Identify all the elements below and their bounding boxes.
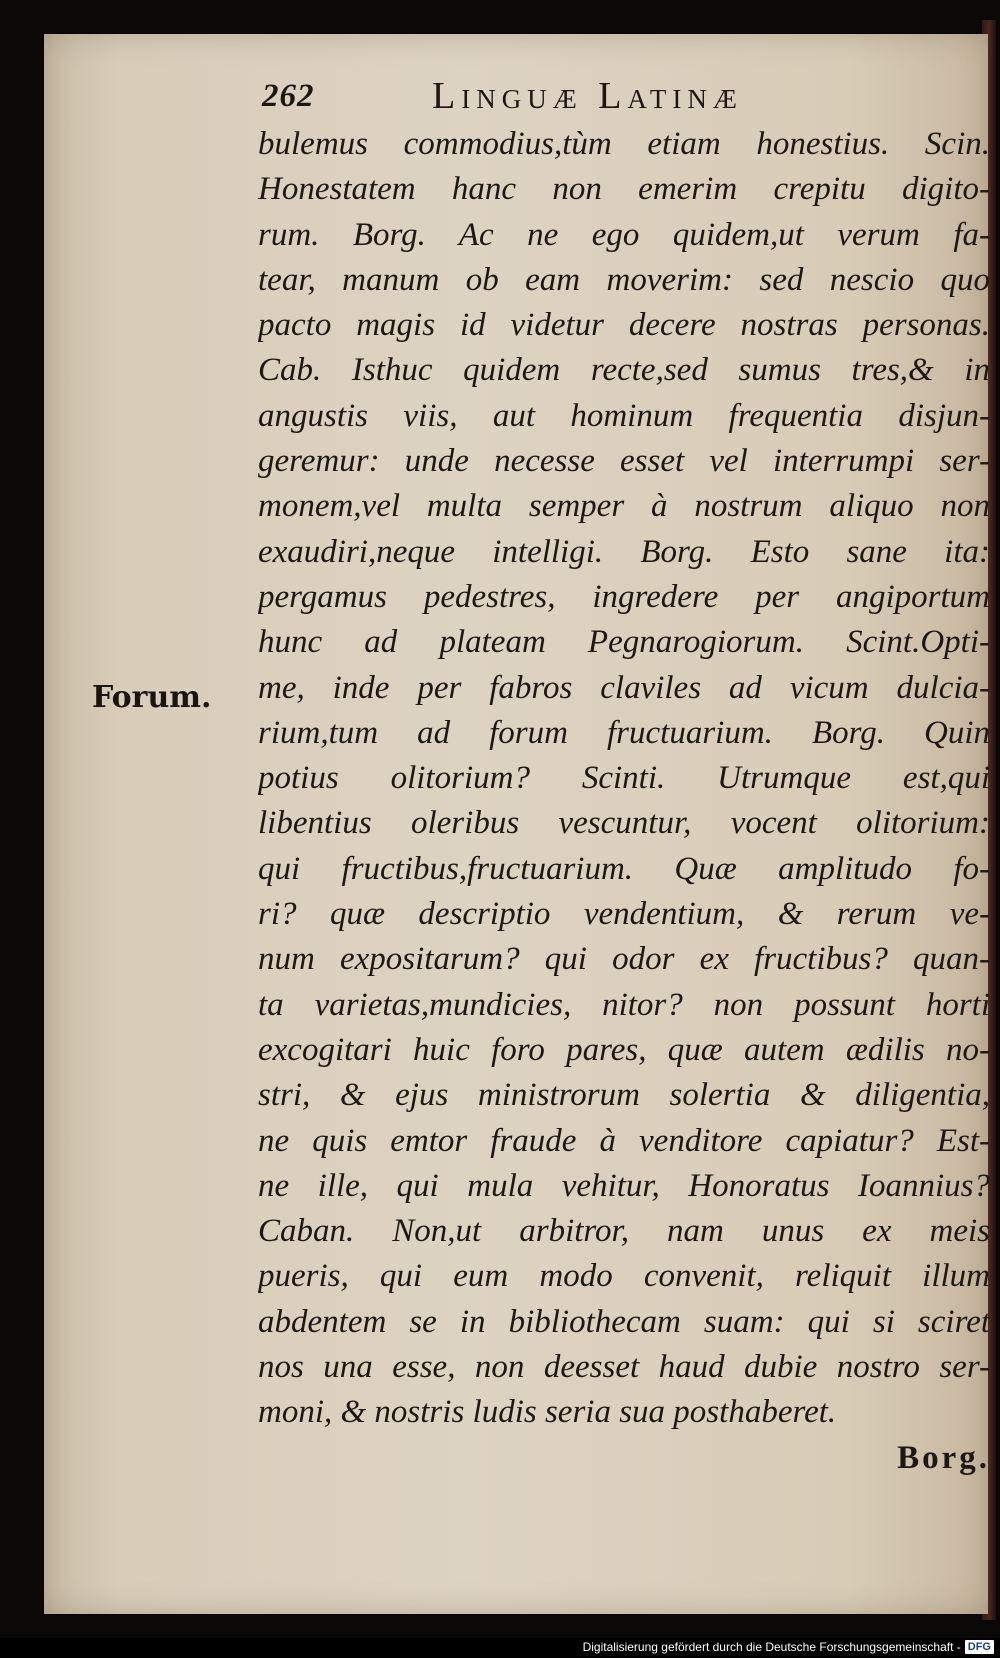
text-line: qui fructibus,fructuarium. Quæ amplitudo fo- bbox=[258, 850, 990, 887]
text-line: stri, & ejus ministrorum solertia & diligentia, bbox=[258, 1077, 990, 1114]
text-line: pergamus pedestres, ingredere per angiportum bbox=[258, 578, 990, 615]
text-line: pueris, qui eum modo convenit, reliquit illum bbox=[258, 1258, 990, 1295]
text-line: hunc ad plateam Pegnarogiorum. Scint.Opti- bbox=[258, 624, 990, 661]
text-line: exaudiri,neque intelligi. Borg. Esto sane ita: bbox=[258, 533, 990, 570]
text-line: rum. Borg. Ac ne ego quidem,ut verum fa- bbox=[258, 216, 990, 253]
text-line: moni, & nostris ludis seria sua posthaberet. bbox=[258, 1394, 837, 1431]
text-line: tear, manum ob eam moverim: sed nescio quo bbox=[258, 261, 990, 298]
page-header bbox=[262, 70, 862, 120]
text-line: ri? quæ descriptio vendentium, & rerum ve- bbox=[258, 896, 990, 933]
digitization-credit bbox=[583, 1640, 994, 1654]
text-line: ta varietas,mundicies, nitor? non possunt horti bbox=[258, 986, 990, 1023]
text-line: me, inde per fabros claviles ad vicum dulcia- bbox=[258, 669, 990, 706]
catchword: Borg. bbox=[897, 1439, 990, 1476]
page-number: 262 bbox=[262, 78, 315, 114]
dfg-logo: DFG bbox=[965, 1640, 994, 1654]
text-line: excogitari huic foro pares, quæ autem ædilis no- bbox=[258, 1031, 990, 1068]
text-line: monem,vel multa semper à nostrum aliquo non bbox=[258, 488, 990, 525]
text-line: geremur: unde necesse esset vel interrumpi ser- bbox=[258, 443, 990, 480]
body-text bbox=[258, 122, 990, 1481]
text-line: nos una esse, non deesset haud dubie nostro ser- bbox=[258, 1349, 990, 1386]
text-line: ne ille, qui mula vehitur, Honoratus Ioannius? bbox=[258, 1167, 990, 1204]
text-line: potius olitorium? Scinti. Utrumque est,qui bbox=[258, 760, 990, 797]
text-line: bulemus commodius,tùm etiam honestius. Scin. bbox=[258, 126, 990, 162]
text-line: abdentem se in bibliothecam suam: qui si sciret bbox=[258, 1303, 990, 1340]
marginal-note: Forum. bbox=[92, 680, 212, 715]
text-line: num expositarum? qui odor ex fructibus? quan- bbox=[258, 941, 990, 978]
text-line: libentius oleribus vescuntur, vocent olitorium: bbox=[258, 805, 990, 842]
text-line: Caban. Non,ut arbitror, nam unus ex meis bbox=[258, 1213, 990, 1250]
running-title: Linguæ Latinæ bbox=[432, 75, 743, 117]
text-line: angustis viis, aut hominum frequentia disjun- bbox=[258, 397, 990, 434]
text-line: pacto magis id videtur decere nostras personas. bbox=[258, 307, 990, 344]
credit-text: Digitalisierung gefördert durch die Deutsche Forschungsgemeinschaft - bbox=[582, 1640, 961, 1654]
text-line: Cab. Isthuc quidem recte,sed sumus tres,& in bbox=[258, 352, 990, 389]
text-line: ne quis emtor fraude à venditore capiatur? Est- bbox=[258, 1122, 990, 1159]
text-line: rium,tum ad forum fructuarium. Borg. Quin bbox=[258, 714, 990, 751]
text-line: Honestatem hanc non emerim crepitu digito- bbox=[258, 171, 990, 208]
